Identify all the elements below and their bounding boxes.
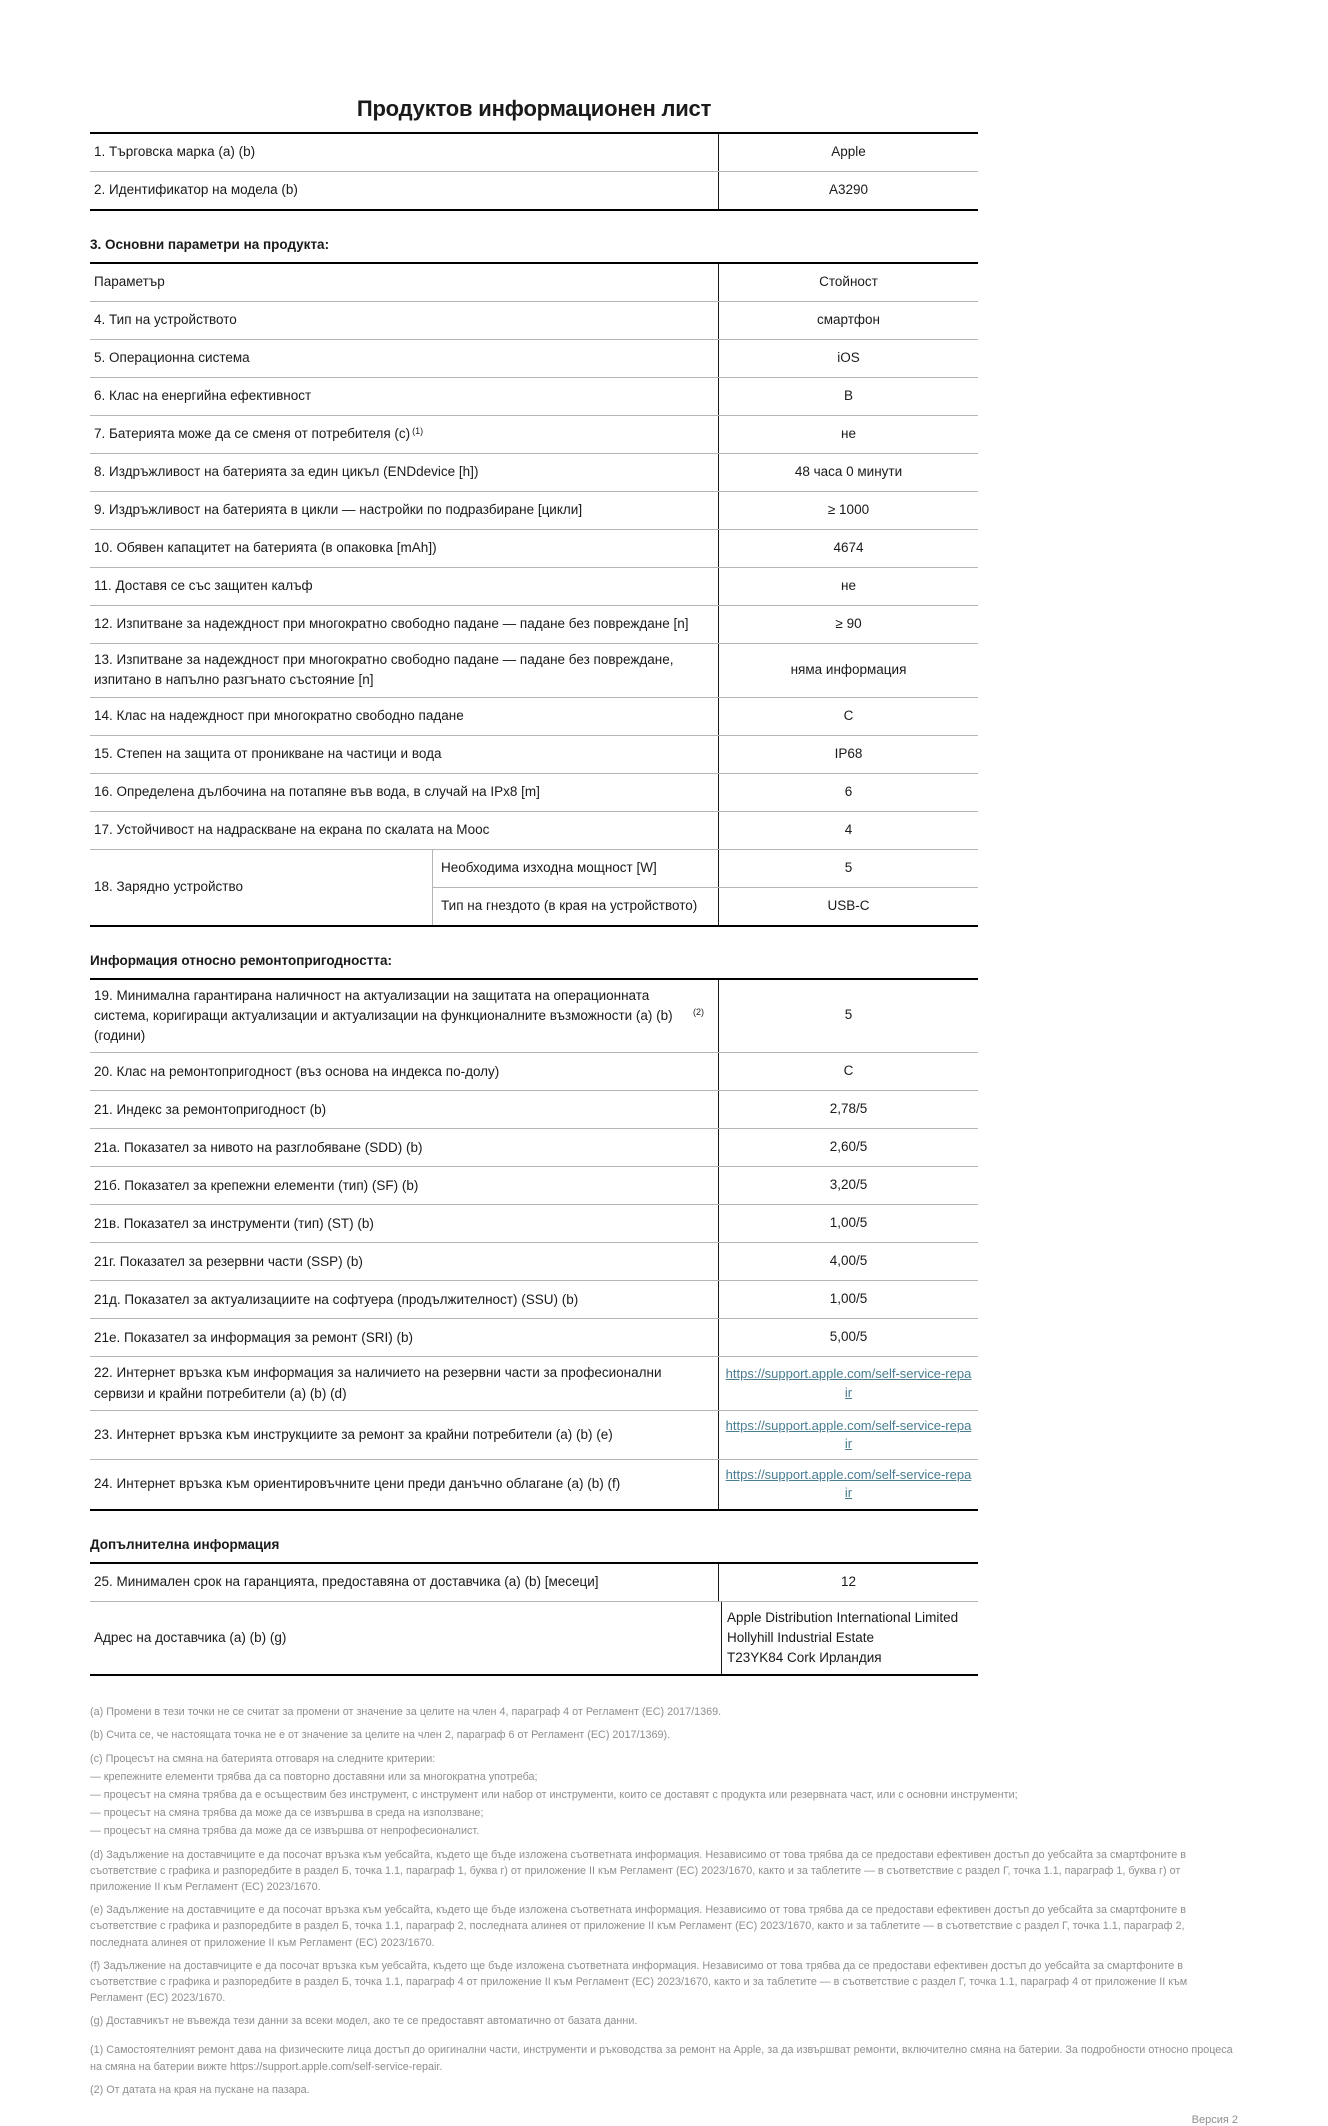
table-row xyxy=(90,1204,978,1242)
row-label: 14. Клас на надеждност при многократно свободно падане xyxy=(94,707,464,723)
identification-table xyxy=(90,132,978,211)
row-value: ≥ 1000 xyxy=(718,492,978,529)
row-label: 19. Минимална гарантирана наличност на актуализации на защитата на операционната система, коригиращи актуализации и актуализации на функционалните възможности (a) (b) (години) (2) xyxy=(94,987,704,1043)
row-value xyxy=(718,1357,978,1410)
footnote: (c) Процесът на смяна на батерията отговаря на следните критерии: xyxy=(90,1752,436,1765)
row-value: 4674 xyxy=(718,530,978,567)
table-row xyxy=(90,339,978,377)
row-value: 1,00/5 xyxy=(718,1281,978,1318)
row-label: 21. Индекс за ремонтопригодност (b) xyxy=(94,1101,327,1117)
additional-info-table xyxy=(90,1562,978,1677)
row-value: C xyxy=(718,1053,978,1090)
row-label: 15. Степен на защита от проникване на частици и вода xyxy=(94,745,442,761)
footnote: (f) Задължение на доставчиците е да посочат връзка към уебсайта, където ще бъде изложена съответната информация. Независимо от това трябва да се предостави ефективен достъп до уебсайта за смартфоните в съответствие с графика и разпоредбите в раздел Б, точка 1.1, параграф 4 от приложение II към Регламент (ЕС) 2023/1670, както и за таблетите — в съответствие с раздел Г, точка 1.1, параграф 4 от приложение II към Регламент (ЕС) 2023/1670. xyxy=(90,1959,1188,2005)
supplier-address-row xyxy=(90,1601,978,1675)
row-value: IP68 xyxy=(718,736,978,773)
table-row xyxy=(90,1280,978,1318)
row-label: 9. Издръжливост на батерията в цикли — настройки по подразбиране [цикли] xyxy=(94,502,583,518)
row-label: 13. Изпитване за надеждност при многократно свободно падане — падане без повреждане, изпитано в напълно разгънато състояние [n] xyxy=(94,652,674,688)
footnote-criterion: — процесът на смяна трябва да може да се извършва в среда на използване; xyxy=(90,1807,484,1820)
table-row xyxy=(90,1410,978,1459)
footnote-criterion: — процесът на смяна трябва да може да се извършва от непрофесионалист. xyxy=(90,1825,480,1838)
footnote: (2) От датата на края на пускане на пазара. xyxy=(90,2083,310,2096)
row-value: 2,60/5 xyxy=(718,1129,978,1166)
page-title: Продуктов информационен лист xyxy=(356,96,712,121)
row-value: 5 xyxy=(718,980,978,1053)
footnote-criterion: — процесът на смяна трябва да е осъществим без инструмент, с инструмент или набор от инструменти, които се доставят с продукта или резервната част, или с основни инструменти; xyxy=(90,1789,1018,1801)
row-label: Адрес на доставчика (a) (b) (g) xyxy=(94,1629,287,1645)
pricing-link[interactable]: https://support.apple.com/self-service-repair xyxy=(725,1467,972,1501)
charger-row xyxy=(90,849,978,925)
row-label: 16. Определена дълбочина на потапяне във вода, в случай на IPx8 [m] xyxy=(94,783,540,799)
table-row xyxy=(90,567,978,605)
table-row xyxy=(90,171,978,209)
row-value: не xyxy=(718,568,978,605)
table-row xyxy=(90,980,978,1053)
row-label: 8. Издръжливост на батерията за един цикъл (ENDdevice [h]) xyxy=(94,464,479,480)
address-line: T23YK84 Cork Ирландия xyxy=(727,1650,882,1665)
repair-instructions-link[interactable]: https://support.apple.com/self-service-repair xyxy=(725,1417,972,1451)
row-value: не xyxy=(718,416,978,453)
document-body xyxy=(90,96,978,1676)
charger-sub-row xyxy=(433,850,978,887)
footnote-criterion: — крепежните елементи трябва да са повторно доставяни или за многократна употреба; xyxy=(90,1770,538,1783)
column-header-parameter: Параметър xyxy=(94,274,165,290)
row-label: 7. Батерията може да се сменя от потребителя (c) (1) xyxy=(94,425,424,442)
footnotes-block xyxy=(90,1704,1238,2098)
row-label: 2. Идентификатор на модела (b) xyxy=(94,182,298,198)
row-label: 4. Тип на устройството xyxy=(94,312,237,328)
row-label: 22. Интернет връзка към информация за наличието на резервни части за професионални сервизи и крайни потребители (a) (b) (d) xyxy=(94,1365,662,1401)
row-label: 10. Обявен капацитет на батерията (в опаковка [mAh]) xyxy=(94,540,437,556)
row-value: C xyxy=(718,698,978,735)
footnote: (e) Задължение на доставчиците е да посочат връзка към уебсайта, където ще бъде изложена съответната информация. Независимо от това трябва да се предостави ефективен достъп до уебсайта за смартфоните в съответствие с графика и разпоредбите в раздел Б, точка 1.1, параграф 2, последната алинея от приложение II към Регламент (ЕС) 2023/1670, както и за таблетите — в съответствие с раздел Г, точка 1.1, параграф 2, последната алинея от приложение II към Регламент (ЕС) 2023/1670. xyxy=(90,1904,1186,1949)
table-row xyxy=(90,697,978,735)
row-value: 48 часа 0 минути xyxy=(718,454,978,491)
row-label: 21а. Показател за нивото на разглобяване (SDD) (b) xyxy=(94,1139,423,1155)
address-line: Apple Distribution International Limited xyxy=(727,1609,959,1625)
row-value: 1,00/5 xyxy=(718,1205,978,1242)
table-row xyxy=(90,453,978,491)
section-heading-additional-info: Допълнителна информация xyxy=(90,1536,280,1552)
row-label: Необходима изходна мощност [W] xyxy=(441,859,657,875)
table-row xyxy=(90,491,978,529)
table-row xyxy=(90,605,978,643)
version-label: Версия 2 xyxy=(1191,2114,1238,2126)
row-label: 1. Търговска марка (a) (b) xyxy=(94,144,256,160)
table-row xyxy=(90,134,978,171)
spare-parts-link[interactable]: https://support.apple.com/self-service-repair xyxy=(725,1366,972,1400)
table-row xyxy=(90,773,978,811)
row-value: ≥ 90 xyxy=(718,606,978,643)
row-value: 3,20/5 xyxy=(718,1167,978,1204)
footnote: (a) Промени в тези точки не се считат за промени от значение за целите на член 4, параграф 4 от Регламент (ЕС) 2017/1369. xyxy=(90,1706,722,1719)
row-value xyxy=(718,1460,978,1508)
row-label: 25. Минимален срок на гаранцията, предоставяна от доставчика (a) (b) [месеци] xyxy=(94,1573,599,1589)
row-label: 11. Доставя се със защитен калъф xyxy=(94,578,313,594)
row-value: 5,00/5 xyxy=(718,1319,978,1356)
table-row xyxy=(90,735,978,773)
row-value: смартфон xyxy=(718,302,978,339)
row-label: 21в. Показател за инструменти (тип) (ST) (b) xyxy=(94,1215,374,1231)
footnote: (d) Задължение на доставчиците е да посочат връзка към уебсайта, където ще бъде изложена съответната информация. Независимо от това трябва да се предостави ефективен достъп до уебсайта за смартфоните в съответствие с графика и разпоредбите в раздел Б, точка 1.1, параграф 1, буква г) от приложение II към Регламент (ЕС) 2023/1670, както и за таблетите — в съответствие с раздел Г, точка 1.1, параграф 1, буква г) от приложение II към Регламент (ЕС) 2023/1670. xyxy=(90,1848,1186,1893)
table-row xyxy=(90,811,978,849)
row-label: 5. Операционна система xyxy=(94,350,250,366)
row-label: 23. Интернет връзка към инструкциите за ремонт за крайни потребители (a) (b) (e) xyxy=(94,1426,613,1442)
section-heading-main-parameters: 3. Основни параметри на продукта: xyxy=(90,237,330,252)
table-row xyxy=(90,1459,978,1508)
footnote: (g) Доставчикът не въвежда тези данни за всеки модел, ако те се предоставят автоматично от базата данни. xyxy=(90,2015,638,2028)
row-value: няма информация xyxy=(718,644,978,697)
charger-sub-row xyxy=(433,887,978,925)
column-header-value: Стойност xyxy=(718,264,978,301)
table-row xyxy=(90,1090,978,1128)
row-value: 12 xyxy=(718,1564,978,1601)
table-header-row xyxy=(90,264,978,301)
table-row xyxy=(90,1564,978,1601)
table-row xyxy=(90,301,978,339)
footnote: (b) Счита се, че настоящата точка не е от значение за целите на член 2, параграф 6 от Регламент (ЕС) 2017/1369). xyxy=(90,1729,671,1742)
row-label: 21е. Показател за информация за ремонт (SRI) (b) xyxy=(94,1329,413,1345)
table-row xyxy=(90,1166,978,1204)
table-row xyxy=(90,1052,978,1090)
row-value: iOS xyxy=(718,340,978,377)
row-label: 6. Клас на енергийна ефективност xyxy=(94,388,312,404)
address-line: Hollyhill Industrial Estate xyxy=(727,1629,875,1645)
row-value xyxy=(718,1411,978,1459)
table-row xyxy=(90,643,978,697)
charger-sub-table xyxy=(432,850,978,925)
row-label: 17. Устойчивост на надраскване на екрана по скалата на Моос xyxy=(94,821,490,837)
section-heading-repairability: Информация относно ремонтопригодността: xyxy=(90,952,392,968)
table-row xyxy=(90,377,978,415)
main-parameters-table xyxy=(90,262,978,927)
row-value: A3290 xyxy=(718,172,978,209)
table-row xyxy=(90,1128,978,1166)
table-row xyxy=(90,1318,978,1356)
row-label: 20. Клас на ремонтопригодност (въз основа на индекса по-долу) xyxy=(94,1063,500,1079)
row-label: 24. Интернет връзка към ориентировъчните цени преди данъчно облагане (a) (b) (f) xyxy=(94,1476,621,1492)
table-row xyxy=(90,1242,978,1280)
row-value: Apple xyxy=(718,134,978,171)
table-row xyxy=(90,415,978,453)
table-row xyxy=(90,1356,978,1410)
row-value: B xyxy=(718,378,978,415)
row-value: USB-C xyxy=(718,888,978,925)
footnote: (1) Самостоятелният ремонт дава на физическите лица достъп до оригинални части, инструменти и ръководства за ремонт на Apple, за да извършват ремонти, включително смяна на батерии. За подробности относно процеса на смяна на батерии вижте https://support.apple.com/self-service-repair. xyxy=(90,2044,1233,2073)
row-value: 5 xyxy=(718,850,978,887)
supplier-address xyxy=(721,1602,978,1675)
row-value: 4 xyxy=(718,812,978,849)
row-label: Тип на гнездото (в края на устройството) xyxy=(441,897,698,913)
repairability-table xyxy=(90,978,978,1511)
row-label: 21г. Показател за резервни части (SSP) (b) xyxy=(94,1253,363,1269)
table-row xyxy=(90,529,978,567)
row-label: 18. Зарядно устройство xyxy=(94,878,243,894)
row-label: 21б. Показател за крепежни елементи (тип) (SF) (b) xyxy=(94,1177,419,1193)
row-value: 2,78/5 xyxy=(718,1091,978,1128)
row-value: 6 xyxy=(718,774,978,811)
row-label: 21д. Показател за актуализациите на софтуера (продължителност) (SSU) (b) xyxy=(94,1291,579,1307)
row-value: 4,00/5 xyxy=(718,1243,978,1280)
row-label: 12. Изпитване за надеждност при многократно свободно падане — падане без повреждане [n] xyxy=(94,616,689,632)
